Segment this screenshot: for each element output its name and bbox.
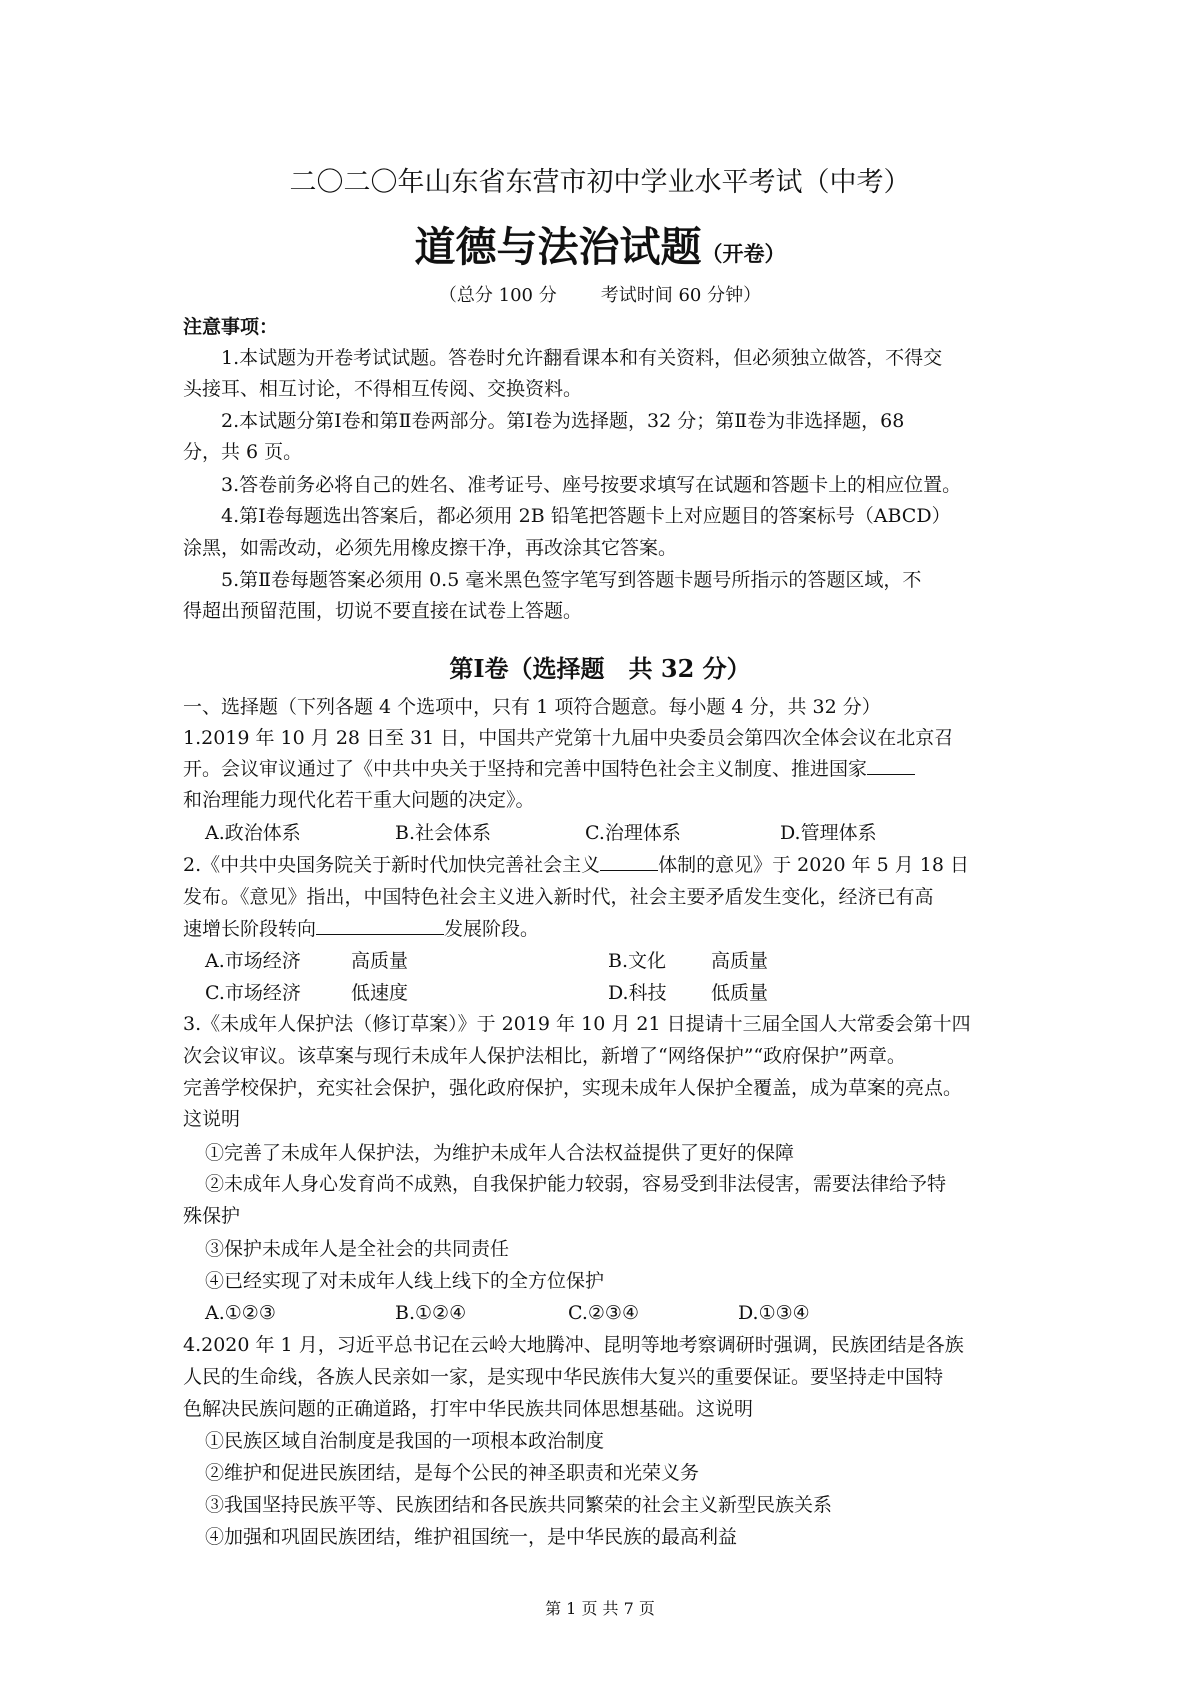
notice-item-2-line-1: 2.本试题分第Ⅰ卷和第Ⅱ卷两部分。第Ⅰ卷为选择题，32 分；第Ⅱ卷为非选择题，68 xyxy=(221,410,905,432)
notice-item-4-line-2: 涂黑，如需改动，必须先用橡皮擦干净，再改涂其它答案。 xyxy=(183,537,678,559)
notice-item-1-line-2: 头接耳、相互讨论，不得相互传阅、交换资料。 xyxy=(183,378,583,400)
q2-line-3-text-b: 发展阶段。 xyxy=(444,918,540,940)
q2-blank-1 xyxy=(600,852,658,871)
q2-line-1-text-b: 体制的意见》于 2020 年 5 月 18 日 xyxy=(658,854,969,876)
q2-option-a-2: 高质量 xyxy=(351,950,409,972)
q1-blank xyxy=(867,756,915,775)
q4-statement-2: ②维护和促进民族团结，是每个公民的神圣职责和光荣义务 xyxy=(205,1462,700,1484)
q1-line-2-text: 开。会议审议通过了《中共中央关于坚持和完善中国特色社会主义制度、推进国家 xyxy=(183,758,868,780)
section-title: 第Ⅰ卷（选择题 共 32 分） xyxy=(449,654,751,683)
q3-line-3: 完善学校保护，充实社会保护，强化政府保护，实现未成年人保护全覆盖，成为草案的亮点。 xyxy=(183,1077,963,1099)
q3-line-1: 3.《未成年人保护法（修订草案）》于 2019 年 10 月 21 日提请十三届全国人大常委会第十四 xyxy=(183,1013,971,1035)
q3-option-d: D.①③④ xyxy=(738,1302,810,1324)
q2-line-1-text-a: 2.《中共中央国务院关于新时代加快完善社会主义 xyxy=(183,854,601,876)
q1-option-a: A.政治体系 xyxy=(205,822,301,844)
q1-option-d: D.管理体系 xyxy=(780,822,877,844)
notice-item-5-line-2: 得超出预留范围，切说不要直接在试卷上答题。 xyxy=(183,600,583,622)
q4-statement-3: ③我国坚持民族平等、民族团结和各民族共同繁荣的社会主义新型民族关系 xyxy=(205,1494,833,1516)
q2-line-3-text-a: 速增长阶段转向 xyxy=(183,918,317,940)
notice-item-4-line-1: 4.第Ⅰ卷每题选出答案后，都必须用 2B 铅笔把答题卡上对应题目的答案标号（ABCD） xyxy=(221,505,951,527)
q4-line-2: 人民的生命线，各族人民亲如一家，是实现中华民族伟大复兴的重要保证。要坚持走中国特 xyxy=(183,1366,944,1388)
q2-line-2: 发布。《意见》指出，中国特色社会主义进入新时代，社会主要矛盾发生变化，经济已有高 xyxy=(183,886,934,908)
notice-item-3: 3.答卷前务必将自己的姓名、准考证号、座号按要求填写在试题和答题卡上的相应位置。 xyxy=(221,474,962,496)
exam-title: 二〇二〇年山东省东营市初中学业水平考试（中考） xyxy=(289,167,911,198)
q2-option-b-1: B.文化 xyxy=(608,950,667,972)
q3-statement-3: ③保护未成年人是全社会的共同责任 xyxy=(205,1238,510,1260)
exam-meta xyxy=(0,281,1200,307)
subject-title xyxy=(0,214,1200,273)
page-footer: 第 1 页 共 7 页 xyxy=(545,1599,655,1618)
q1-line-2 xyxy=(183,756,915,782)
q3-statement-2-line-1: ②未成年人身心发育尚不成熟，自我保护能力较弱，容易受到非法侵害，需要法律给予特 xyxy=(205,1173,947,1195)
q2-line-3 xyxy=(183,916,539,942)
section-instructions: 一、选择题（下列各题 4 个选项中，只有 1 项符合题意。每小题 4 分，共 32 分） xyxy=(183,696,881,718)
notice-item-5-line-1: 5.第Ⅱ卷每题答案必须用 0.5 毫米黑色签字笔写到答题卡题号所指示的答题区域，不 xyxy=(221,569,922,591)
q1-option-c: C.治理体系 xyxy=(585,822,681,844)
exam-time: 考试时间 60 分钟） xyxy=(600,285,762,306)
q4-statement-1: ①民族区域自治制度是我国的一项根本政治制度 xyxy=(205,1430,605,1452)
q3-option-c: C.②③④ xyxy=(568,1302,639,1324)
notice-item-2-line-2: 分，共 6 页。 xyxy=(183,441,303,463)
q4-line-3: 色解决民族问题的正确道路，打牢中华民族共同体思想基础。这说明 xyxy=(183,1398,754,1420)
q3-option-b: B.①②④ xyxy=(395,1302,467,1324)
q3-statement-2-line-2: 殊保护 xyxy=(183,1205,241,1227)
q1-line-1: 1.2019 年 10 月 28 日至 31 日，中国共产党第十九届中央委员会第四次全体会议在北京召 xyxy=(183,727,954,749)
notice-item-1-line-1: 1.本试题为开卷考试试题。答卷时允许翻看课本和有关资料，但必须独立做答，不得交 xyxy=(221,347,943,369)
q2-option-d-2: 低质量 xyxy=(711,982,769,1004)
q4-statement-4: ④加强和巩固民族团结，维护祖国统一，是中华民族的最高利益 xyxy=(205,1526,738,1548)
subject-main: 道德与法治试题 xyxy=(414,223,702,271)
total-score: （总分 100 分 xyxy=(438,285,557,306)
q2-option-a-1: A.市场经济 xyxy=(205,950,301,972)
q4-line-1: 4.2020 年 1 月，习近平总书记在云岭大地腾冲、昆明等地考察调研时强调，民族团结是各族 xyxy=(183,1334,964,1356)
q3-option-a: A.①②③ xyxy=(205,1302,276,1324)
q1-option-b: B.社会体系 xyxy=(395,822,492,844)
q2-option-c-1: C.市场经济 xyxy=(205,982,301,1004)
q3-statement-4: ④已经实现了对未成年人线上线下的全方位保护 xyxy=(205,1270,605,1292)
q2-line-1 xyxy=(183,852,969,878)
notice-heading: 注意事项： xyxy=(183,316,279,338)
q2-blank-2 xyxy=(316,916,444,935)
q3-statement-1: ①完善了未成年人保护法，为维护未成年人合法权益提供了更好的保障 xyxy=(205,1142,795,1164)
q3-line-2: 次会议审议。该草案与现行未成年人保护法相比，新增了“网络保护”“政府保护”两章。 xyxy=(183,1045,906,1067)
q2-option-c-2: 低速度 xyxy=(351,982,409,1004)
q3-line-4: 这说明 xyxy=(183,1108,241,1130)
q2-option-d-1: D.科技 xyxy=(608,982,667,1004)
q2-option-b-2: 高质量 xyxy=(711,950,769,972)
q1-line-3: 和治理能力现代化若干重大问题的决定》。 xyxy=(183,789,535,811)
subject-note: （开卷） xyxy=(701,241,786,266)
